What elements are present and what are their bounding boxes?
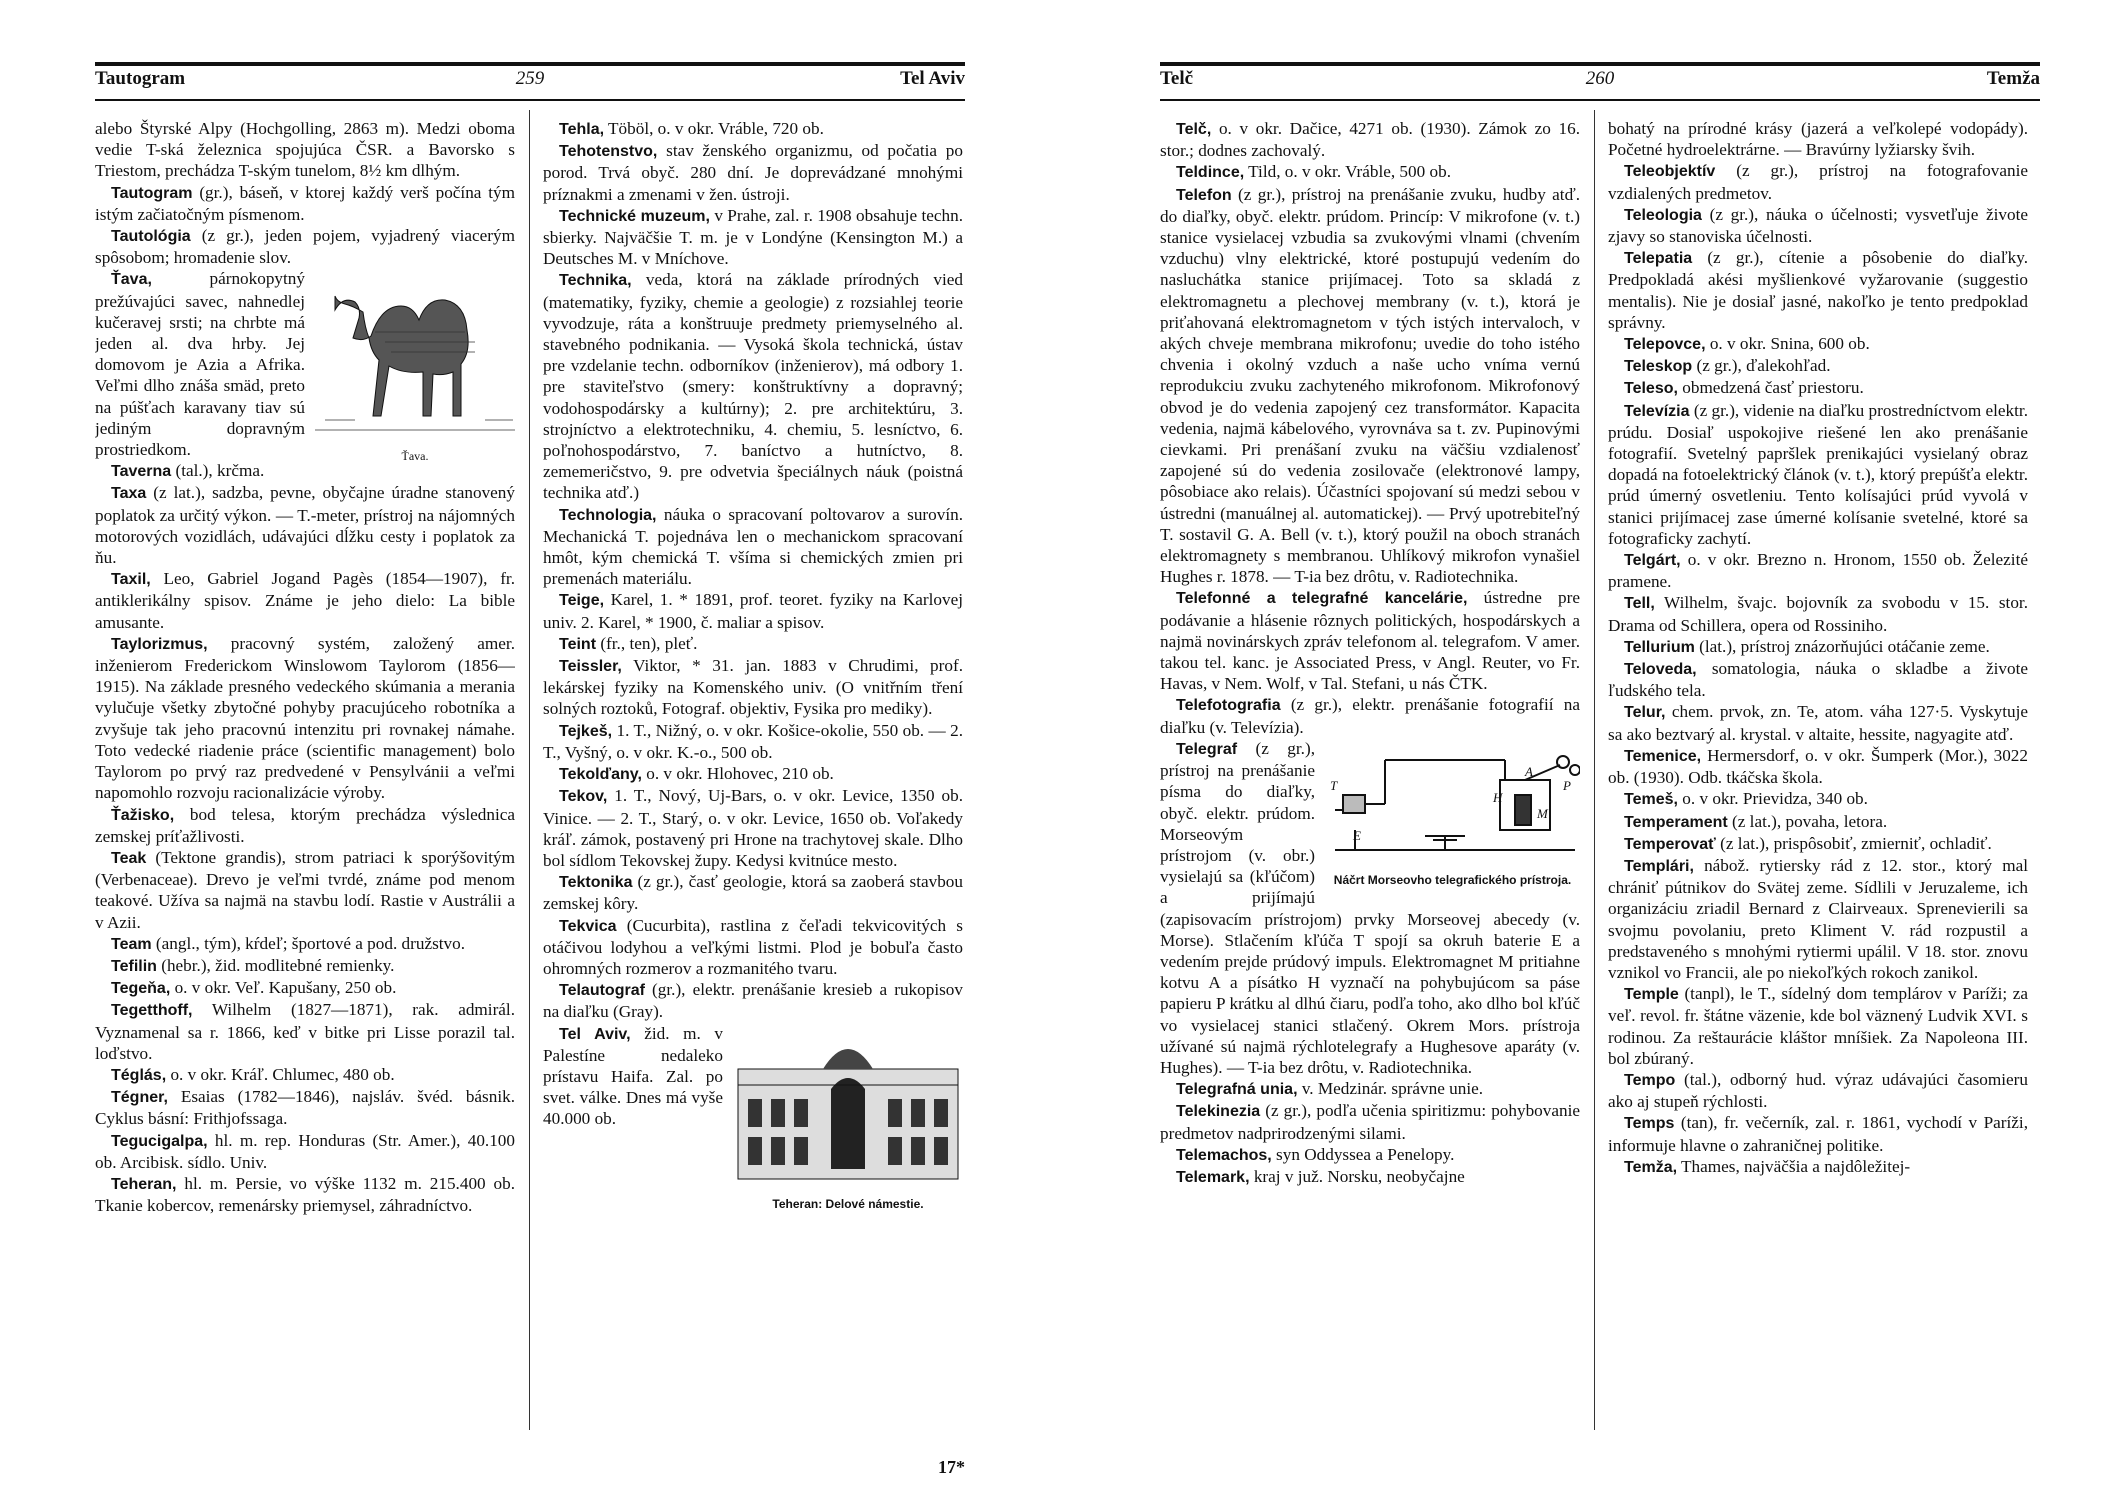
svg-text:M: M — [1537, 805, 1548, 821]
entry-text: (z lat.), sadzba, pevne, obyčajne úradne stanovený poplatok za určitý výkon. — T.-meter, prístroj na nájomných motorových vozidlách, udávajúci dĺžku cesty i poplatok za ňu. — [95, 483, 515, 568]
dictionary-entry — [1160, 1100, 1580, 1143]
right-page-column-1 — [1160, 118, 1580, 1458]
header-left-word: Tautogram — [95, 68, 186, 89]
dictionary-entry — [1160, 1078, 1580, 1100]
left-page — [95, 40, 965, 1480]
entry-headword: Telefotografia — [1176, 697, 1281, 715]
entry-headword: Teldince, — [1176, 164, 1245, 182]
entry-headword: Temža, — [1624, 1158, 1678, 1176]
dictionary-entry — [1608, 549, 2028, 592]
entry-text: (z gr.), prístroj na fotografovanie vzdialených predmetov. — [1608, 161, 2028, 203]
dictionary-entry — [95, 1173, 515, 1216]
entry-headword: Technologia, — [559, 506, 657, 524]
camel-figure — [315, 270, 515, 466]
entry-headword: Tejkeš, — [559, 722, 613, 740]
entry-headword: Ťažisko, — [111, 806, 175, 824]
entry-text: (z lat.), prispôsobiť, zmierniť, ochladiť. — [1715, 833, 1992, 853]
entry-text: o. v okr. Brezno n. Hronom, 1550 ob. Železité pramene. — [1608, 550, 2028, 592]
dictionary-entry — [543, 915, 963, 980]
svg-text:E: E — [1353, 827, 1361, 843]
entry-text: Thames, najväčšia a najdôležitej- — [1677, 1156, 1911, 1176]
entry-text: o. v okr. Veľ. Kapušany, 250 ob. — [170, 978, 397, 998]
camel-illustration — [315, 270, 515, 440]
right-page-column-2 — [1608, 118, 2028, 1458]
header-rule-bottom — [1160, 99, 2040, 101]
dictionary-entry — [1608, 160, 2028, 203]
entry-text: ústredne pre podávanie a hlásenie rôznych politických, hospodárskych a najmä novinárskych zpráv telefonom al. telegrafom. V amer. takou tel. kanc. je Associated Press, v Angl. Reuter, vo Fr. Havas, v Nem. Wolf, v Tal. Stefani, u nás ČTK. — [1160, 588, 1580, 694]
entry-headword: Temps — [1624, 1115, 1675, 1133]
entry-headword: Tekvica — [559, 917, 617, 935]
entry-text: (z gr.), prístroj na prenášanie zvuku, hudby atď. do diaľky, obyč. elektr. prúdom. Princíp: V mikrofone (v. t.) stanice vysielacej vzbudia sa zvukovými vlnami (chvením vzduchu) vlny elektrické, ktoré postupujú vedením do nasluchátka stanice prijímacej. Toto sa skladá z elektromagnetu a plechovej membrany (v. t.), ktorá je priťahovaná elektromagnetom v tých istých intervaloch, v akých chveje membrana mikrofonu; uvedie do toho istého chvenia i okolný vzduch a naše ucho vníma vernú reprodukciu zvuku zachyteného mikrofonom. Mikrofonový obvod je do vedenia zapojený cez transformátor. Kapacita vedenia, najmä kábelového, vyrovnáva sa t. zv. Pupinovými cievkami. Pri prenášaní zvuku na väčšiu vzdialenosť zapojené sú do vedenia zosilovače (elektronové lampy, pôsobiace ako relais). Účastníci spojovaní sú medzi sebou v ústredni (manuálnej al. automatickej). — Prvý upotrebiteľný T. sostavil G. A. Bell (v. t.), ktorý použil na oboch stranách elektromagnety s membranou. Uhlíkový mikrofon vynašiel Hughes r. 1878. — T-ia bez drôtu, v. Radiotechnika. — [1160, 184, 1580, 587]
entry-headword: Tel Aviv, — [559, 1025, 631, 1043]
entry-headword: Teleskop — [1624, 358, 1693, 376]
entry-text: alebo Štyrské Alpy (Hochgolling, 2863 m). Medzi oboma vedie T-ská železnica spojujúca ČSR. a Bavorsko s Triestom, prechádza T-ským tunelom, 8½ km dlhým. — [95, 119, 515, 181]
entry-text: (z gr.), časť geologie, ktorá sa zaoberá stavbou zemskej kôry. — [543, 872, 963, 914]
entry-headword: Taxa — [111, 485, 147, 503]
entry-text: somatologia, náuka o skladbe a živote ľudského tela. — [1608, 659, 2028, 701]
entry-text: (tal.), krčma. — [171, 461, 265, 481]
entry-headword: Teleso, — [1624, 380, 1678, 398]
entry-text: kraj v juž. Norsku, neobyčajne — [1249, 1166, 1465, 1186]
entry-headword: Telautograf — [559, 982, 645, 1000]
teheran-caption: Teheran: Delové námestie. — [772, 1196, 924, 1211]
dictionary-entry — [543, 785, 963, 871]
dictionary-entry — [543, 205, 963, 270]
dictionary-entry — [1160, 587, 1580, 694]
entry-text: pracovný systém, založený amer. inženierom Frederickom Winslowom Taylorom (1856—1915). Na základe presného vedeckého skúmania a merania vylučuje všetky zbytočné pohyby pracujúceho robotníka a zvyšuje tak jeho pracovnú intenzitu pri rovnakej námahe. Toto vedecké riadenie práce (scientific management) bolo Taylorom po prvý raz predvedené v Pensylvánii a veľmi napomohlo rozvoju racionalizácie výroby. — [95, 633, 515, 803]
entry-text: (angl., tým), kŕdeľ; športové a pod. družstvo. — [151, 933, 466, 953]
entry-text: Viktor, * 31. jan. 1883 v Chrudimi, prof. lekárskej fyziky na Komenského univ. (O vnitřním tření solných roztoků, Fotograf. objektiv, Fysika pro mediky). — [543, 656, 963, 719]
entry-headword: Taylorizmus, — [111, 635, 208, 653]
entry-text: (tanpl), le T., sídelný dom templárov v Paríži; za veľ. revol. fr. štátne väzenie, kde bol väznený Ludvik XVI. s rodinou. Za reštaurácie kláštor mníšiek. Za Napoleona III. bol zbúraný. — [1608, 984, 2028, 1068]
entry-text: chem. prvok, zn. Te, atom. váha 127·5. Vyskytuje sa ako beztvarý al. krystal. v altaite, hessite, nagyagite atď. — [1608, 702, 2028, 744]
entry-headword: Tehla, — [559, 121, 605, 138]
entry-text: Tild, o. v okr. Vráble, 500 ob. — [1244, 162, 1451, 182]
entry-text: nábož. rytiersky rád z 12. stor., ktorý mal chrániť pútnikov do Svätej zeme. Sídlili v Jeruzaleme, ich organizáciu zriadil Bernard z Clairveaux. Sprenevierili sa svojmu povolaniu, preto Kliment V. rád rozpustil a predstaveného s mnohými rytiermi upálil. V 18. stor. znovu vznikol vo Francii, ale po niekoľkých rokoch zanikol. — [1608, 855, 2028, 982]
entry-headword: Tektonika — [559, 874, 633, 892]
dictionary-entry — [543, 871, 963, 914]
dictionary-entry — [1608, 118, 2028, 160]
entry-headword: Technika, — [559, 272, 632, 290]
entry-headword: Tautológia — [111, 228, 191, 246]
entry-text: (fr., ten), pleť. — [596, 633, 698, 653]
dictionary-entry — [543, 763, 963, 785]
page-number: 260 — [1585, 68, 1615, 89]
dictionary-entry — [1160, 161, 1580, 183]
entry-text: (z gr.), náuka o účelnosti; vysvetľuje živote zjavy so stanoviska účelnosti. — [1608, 204, 2028, 247]
camel-caption: Ťava. — [401, 448, 429, 463]
dictionary-entry — [1608, 833, 2028, 855]
dictionary-entry — [95, 1086, 515, 1129]
entry-headword: Tautogram — [111, 184, 193, 202]
dictionary-entry — [95, 568, 515, 633]
svg-text:A: A — [1525, 763, 1533, 779]
entry-text: (z lat.), povaha, letora. — [1727, 811, 1888, 831]
dictionary-entry — [1608, 400, 2028, 549]
entry-text: Leo, Gabriel Jogand Pagès (1854—1907), fr. antiklerikálny spisov. Známe je jeho dielo: La bible amusante. — [95, 569, 515, 632]
dictionary-entry — [1608, 983, 2028, 1069]
dictionary-entry — [95, 225, 515, 268]
entry-headword: Telgárt, — [1624, 552, 1681, 570]
dictionary-entry — [1608, 204, 2028, 247]
entry-headword: Teissler, — [559, 658, 622, 676]
entry-headword: Teint — [559, 635, 597, 653]
entry-text: párnokopytný prežúvajúci savec, nahnedlej kučeravej srsti; na chrbte má jeden al. dva hrby. Jej domovom je Azia a Afrika. Veľmi dlho znáša smäd, preto na púšťach karavany tiav sú jediným dopravným prostriedkom. — [95, 269, 305, 460]
entry-text: o. v okr. Snina, 600 ob. — [1705, 334, 1870, 354]
telegraph-figure — [1325, 740, 1580, 891]
entry-headword: Telefonné a telegrafné kancelárie, — [1176, 590, 1468, 608]
dictionary-entry — [95, 977, 515, 999]
dictionary-entry — [1160, 184, 1580, 588]
entry-text: 1. T., Nový, Uj-Bars, o. v okr. Levice, 1350 ob. Vinice. — 2. T., Starý, o. v okr. Levice, 1650 ob. Voľakedy kráľ. zámok, postavený pri Hrone na trachytovej skale. Dlho bol sídlom Tekovskej župy. Kedysi kvitnúce mesto. — [543, 786, 963, 870]
entry-headword: Telur, — [1624, 704, 1666, 722]
entry-text: o. v okr. Prievidza, 340 ob. — [1677, 789, 1868, 809]
dictionary-entry — [543, 979, 963, 1022]
entry-text: veda, ktorá na základe prírodných vied (matematiky, fyziky, chemie a geologie) z rozsiahlej teorie vyvodzuje, ráta a konštruuje predmety priemyselného al. stavebného podnikania. — Vysoká škola technická, ústav pre vzdelanie techn. odborníkov (inženierov), má odbory 1. pre staviteľstvo (smery: konštruktívny a dopravný; vodohospodársky a kultúrny); 2. pre architektúru, 3. strojníctvo a elektrotechniku, 4. chemiu, 5. lesníctvo, 6. poľnohospodárstvo, 7. baníctvo a hutníctvo, 8. zememeričstvo, 9. pre odvetvia špeciálnych náuk (poistná technika atď.) — [543, 270, 963, 503]
column-divider — [1594, 110, 1595, 1430]
entry-headword: Tegucigalpa, — [111, 1132, 208, 1150]
entry-text: bod telesa, ktorým prechádza výslednica zemskej príťažlivosti. — [95, 804, 515, 846]
entry-text: 1. T., Nižný, o. v okr. Košice-okolie, 550 ob. — 2. T., Vyšný, o. v okr. K.-o., 500 ob. — [543, 720, 963, 762]
dictionary-entry — [543, 504, 963, 590]
entry-text: (z gr.), prístroj na prenášanie písma do diaľky, obyč. elektr. prúdom. Morseovým prístrojom (v. obr.) vysielajú sa (kľúčom) a prijímajú (zapisovacím prístrojom) prvky Morseovej abecedy (v. Morse). Stlačením kľúča T spojí sa okruh baterie E a vedením prejde prúdový impuls. Elektromagnet M pritiahne kotvu A a písátko H vyznačí na pohybujúcom sa páse papieru P krátku al dlhú čiaru, podľa toho, ako dlho bol kľúč vo vysielacej stanici stlačený. Okrem Mors. prístroja užívané sú najmä rýchlotelegrafy a Hughesove aparáty (v. Hughes). — T-ia bez drôtu, v. Radiotechnika. — [1160, 738, 1580, 1077]
dictionary-entry — [1608, 745, 2028, 788]
telegraph-caption: Náčrt Morseovho telegrafického prístroja. — [1333, 873, 1572, 888]
entry-text: (tan), fr. večerník, zal. r. 1861, vychodí v Paríži, informuje hlavne o zahraničnej politike. — [1608, 1113, 2028, 1155]
entry-text: Hermersdorf, o. v okr. Šumperk (Mor.), 3022 ob. (1930). Odb. tkáčska škola. — [1608, 745, 2028, 788]
dictionary-entry — [1160, 118, 1580, 161]
column-divider — [529, 110, 530, 1430]
left-page-column-2 — [543, 118, 963, 1458]
entry-text: (z gr.), cítenie a pôsobenie do diaľky. Predpokladá akési myšlienkové vyžarovanie (suggestio mentalis). Nie je dosiaľ jasné, nakoľko je tento predpoklad správny. — [1608, 248, 2028, 332]
left-page-column-1 — [95, 118, 515, 1458]
entry-headword: Teleobjektív — [1624, 163, 1716, 181]
dictionary-entry — [1608, 701, 2028, 744]
entry-headword: Telemark, — [1176, 1168, 1250, 1186]
entry-headword: Taverna — [111, 463, 172, 481]
entry-headword: Telegraf — [1176, 740, 1238, 758]
entry-text: (tal.), odborný hud. výraz udávajúci časomieru ako aj stupeň rýchlosti. — [1608, 1069, 2028, 1112]
entry-text: (gr.), elektr. prenášanie kresieb a rukopisov na diaľku (Gray). — [543, 980, 963, 1022]
entry-text: bohatý na prírodné krásy (jazerá a veľkolepé vodopády). Početné hydroelektrárne. — Bravúrny lyžiarsky švih. — [1608, 119, 2028, 160]
entry-text: stav ženského organizmu, od počatia po porod. Trvá obyč. 280 dní. Je doprevádzané mnohými príznakmi a zmenami v žen. ústroji. — [543, 141, 963, 204]
dictionary-entry — [95, 804, 515, 847]
page-number: 259 — [515, 68, 545, 89]
entry-headword: Teige, — [559, 592, 605, 610]
dictionary-entry — [1160, 1166, 1580, 1188]
dictionary-entry — [1608, 377, 2028, 399]
entry-headword: Tekov, — [559, 788, 608, 806]
entry-text: hl. m. Persie, vo výške 1132 m. 215.400 ob. Tkanie kobercov, remenársky priemysel, záhradníctvo. — [95, 1173, 515, 1216]
telegraph-diagram — [1325, 740, 1580, 865]
header-rule-bottom — [95, 99, 965, 101]
entry-text: Esaias (1782—1846), najsláv. švéd. básnik. Cyklus básní: Frithjofssaga. — [95, 1087, 515, 1129]
entry-headword: Téglás, — [111, 1066, 167, 1084]
entry-text: žid. m. v Palestíne nedaleko prístavu Haifa. Zal. po svet. válke. Dnes má vyše 40.000 ob. — [543, 1023, 723, 1129]
entry-text: (z gr.), jeden pojem, vyjadrený viacerým spôsobom; hromadenie slov. — [95, 226, 515, 268]
dictionary-entry — [95, 182, 515, 225]
dictionary-entry — [1608, 811, 2028, 833]
dictionary-entry — [543, 140, 963, 205]
svg-text:T: T — [1330, 777, 1338, 793]
dictionary-entry — [95, 1130, 515, 1173]
entry-headword: Templári, — [1624, 857, 1694, 875]
entry-headword: Teheran, — [111, 1175, 177, 1193]
page-header — [95, 68, 965, 96]
teheran-figure — [733, 1029, 963, 1215]
entry-text: (Tektone grandis), strom patriaci k sporýšovitým (Verbenaceae). Drevo je veľmi tvrdé, známe pod menom teakové. Užíva sa najmä na stavbu lodí. Rastie v Austrálii a v Azii. — [95, 847, 515, 932]
entry-text: (z gr.), podľa učenia spiritizmu: pohybovanie predmetov nadprirodzenými silami. — [1160, 1101, 1580, 1143]
dictionary-entry — [95, 847, 515, 933]
entry-text: (Cucurbita), rastlina z čeľadi tekvicovitých s otáčivou lodyhou a veľkými listmi. Plod je bobuľa často ohromných rozmerov a rozmanitého tvaru. — [543, 915, 963, 978]
entry-text: v. Medzinár. správne unie. — [1297, 1079, 1484, 1099]
page-header — [1160, 68, 2040, 96]
dictionary-entry — [543, 118, 963, 140]
entry-headword: Temple — [1624, 986, 1679, 1004]
dictionary-entry — [95, 933, 515, 955]
entry-headword: Technické muzeum, — [559, 207, 710, 225]
entry-headword: Telegrafná unia, — [1176, 1081, 1298, 1099]
dictionary-entry — [95, 118, 515, 182]
header-right-word: Tel Aviv — [900, 68, 965, 89]
entry-headword: Tegeňa, — [111, 980, 171, 998]
dictionary-entry — [1608, 658, 2028, 701]
dictionary-entry — [1608, 788, 2028, 810]
entry-headword: Temeš, — [1624, 791, 1678, 809]
footer-signature: 17* — [938, 1457, 965, 1477]
entry-headword: Temenice, — [1624, 747, 1702, 765]
entry-headword: Telepovce, — [1624, 336, 1706, 354]
dictionary-entry — [543, 720, 963, 763]
header-rule-top — [95, 62, 965, 66]
dictionary-entry — [1608, 247, 2028, 333]
entry-headword: Temperovať — [1624, 835, 1716, 853]
dictionary-entry — [1608, 636, 2028, 658]
entry-headword: Televízia — [1624, 402, 1690, 420]
dictionary-entry — [543, 633, 963, 655]
header-rule-top — [1160, 62, 2040, 66]
svg-text:P: P — [1563, 777, 1571, 793]
dictionary-entry — [1608, 855, 2028, 983]
entry-text: Wilhelm (1827—1871), rak. admirál. Vyznamenal sa r. 1866, keď v bitke pri Lisse porazil tal. loďstvo. — [95, 1000, 515, 1063]
entry-headword: Tekolďany, — [559, 766, 642, 784]
entry-headword: Tempo — [1624, 1071, 1676, 1089]
dictionary-entry — [543, 269, 963, 503]
entry-headword: Telč, — [1176, 121, 1212, 138]
entry-headword: Taxil, — [111, 571, 151, 589]
entry-headword: Telefon — [1176, 186, 1232, 204]
dictionary-entry — [1608, 333, 2028, 355]
dictionary-entry — [95, 999, 515, 1064]
dictionary-entry — [1608, 1112, 2028, 1155]
right-page — [1160, 40, 2040, 1480]
entry-text: v Prahe, zal. r. 1908 obsahuje techn. sbierky. Najväčšie T. m. je v Londýne (Kensington M.) a Deutsches M. v Mníchove. — [543, 205, 963, 269]
entry-headword: Telepatia — [1624, 250, 1693, 268]
entry-headword: Tehotenstvo, — [559, 143, 658, 161]
entry-text: syn Oddyssea a Penelopy. — [1271, 1144, 1455, 1164]
entry-headword: Team — [111, 935, 152, 953]
entry-text: Töböl, o. v okr. Vráble, 720 ob. — [604, 119, 824, 138]
entry-headword: Tefilin — [111, 957, 157, 975]
dictionary-entry — [95, 633, 515, 804]
dictionary-entry — [1160, 1144, 1580, 1166]
entry-headword: Teleologia — [1624, 206, 1702, 224]
entry-text: Wilhelm, švajc. bojovník za svobodu v 15. stor. Drama od Schillera, opera od Rossiniho. — [1608, 593, 2028, 635]
entry-text: (z gr.), videnie na diaľku prostredníctvom elektr. prúdu. Dosiaľ uspokojive riešené len ako prenášanie fotografií. Svetelný papršlek prenikajúci vysielaný obraz dopadá na fotoelektrický článok (v. t.), ktorý prepúšťa elektr. prúd úmerný osvetleniu. Tento kolísajúci prúd vyvolá v stanici prijímacej zase úmerné kolísanie svetelné, ktoré sa fotograficky zachytí. — [1608, 400, 2028, 548]
entry-headword: Tegetthoff, — [111, 1002, 193, 1020]
entry-text: o. v okr. Kráľ. Chlumec, 480 ob. — [166, 1064, 395, 1084]
entry-text: o. v okr. Hlohovec, 210 ob. — [641, 764, 834, 784]
entry-headword: Teloveda, — [1624, 661, 1697, 679]
entry-text: o. v okr. Dačice, 4271 ob. (1930). Zámok zo 16. stor.; dodnes zachovalý. — [1160, 119, 1580, 161]
entry-text: (gr.), báseň, v ktorej každý verš počína tým istým začiatočným písmenom. — [95, 182, 515, 224]
entry-text: obmedzená časť priestoru. — [1677, 378, 1864, 398]
entry-text: Karel, 1. * 1891, prof. teoret. fyziky na Karlovej univ. 2. Karel, * 1900, č. maliar a spisov. — [543, 590, 963, 632]
svg-text:H: H — [1493, 789, 1503, 805]
dictionary-entry — [1608, 1069, 2028, 1112]
entry-headword: Temperament — [1624, 813, 1728, 831]
entry-headword: Tégner, — [111, 1089, 168, 1107]
entry-text: hl. m. rep. Honduras (Str. Amer.), 40.100 ob. Arcibisk. sídlo. Univ. — [95, 1130, 515, 1172]
dictionary-entry — [1608, 1156, 2028, 1178]
dictionary-entry — [543, 655, 963, 720]
dictionary-entry — [95, 1064, 515, 1086]
entry-headword: Tellurium — [1624, 638, 1695, 656]
dictionary-entry — [543, 589, 963, 632]
entry-headword: Ťava, — [111, 271, 152, 289]
entry-text: (lat.), prístroj znázorňujúci otáčanie zeme. — [1694, 636, 1990, 656]
header-left-word: Telč — [1160, 68, 1194, 89]
dictionary-entry — [1608, 592, 2028, 635]
dictionary-entry — [1160, 694, 1580, 737]
entry-text: náuka o spracovaní poltovarov a surovín. Mechanická T. pojednáva len o mechanickom spracovaní hmôt, kým chemická T. všíma si chemických zmien pri premenách materiálu. — [543, 504, 963, 589]
teheran-illustration — [733, 1029, 963, 1189]
entry-text: (z gr.), ďalekohľad. — [1692, 356, 1831, 376]
dictionary-entry — [1608, 355, 2028, 377]
entry-headword: Telemachos, — [1176, 1146, 1272, 1164]
entry-headword: Teak — [111, 849, 147, 867]
dictionary-entry — [95, 482, 515, 568]
entry-text: (hebr.), žid. modlitebné remienky. — [156, 955, 395, 975]
entry-headword: Telekinezia — [1176, 1103, 1261, 1121]
dictionary-entry — [95, 955, 515, 977]
entry-headword: Tell, — [1624, 595, 1655, 613]
entry-text: (z gr.), elektr. prenášanie fotografií na diaľku (v. Televízia). — [1160, 695, 1580, 737]
header-right-word: Temža — [1986, 68, 2040, 89]
